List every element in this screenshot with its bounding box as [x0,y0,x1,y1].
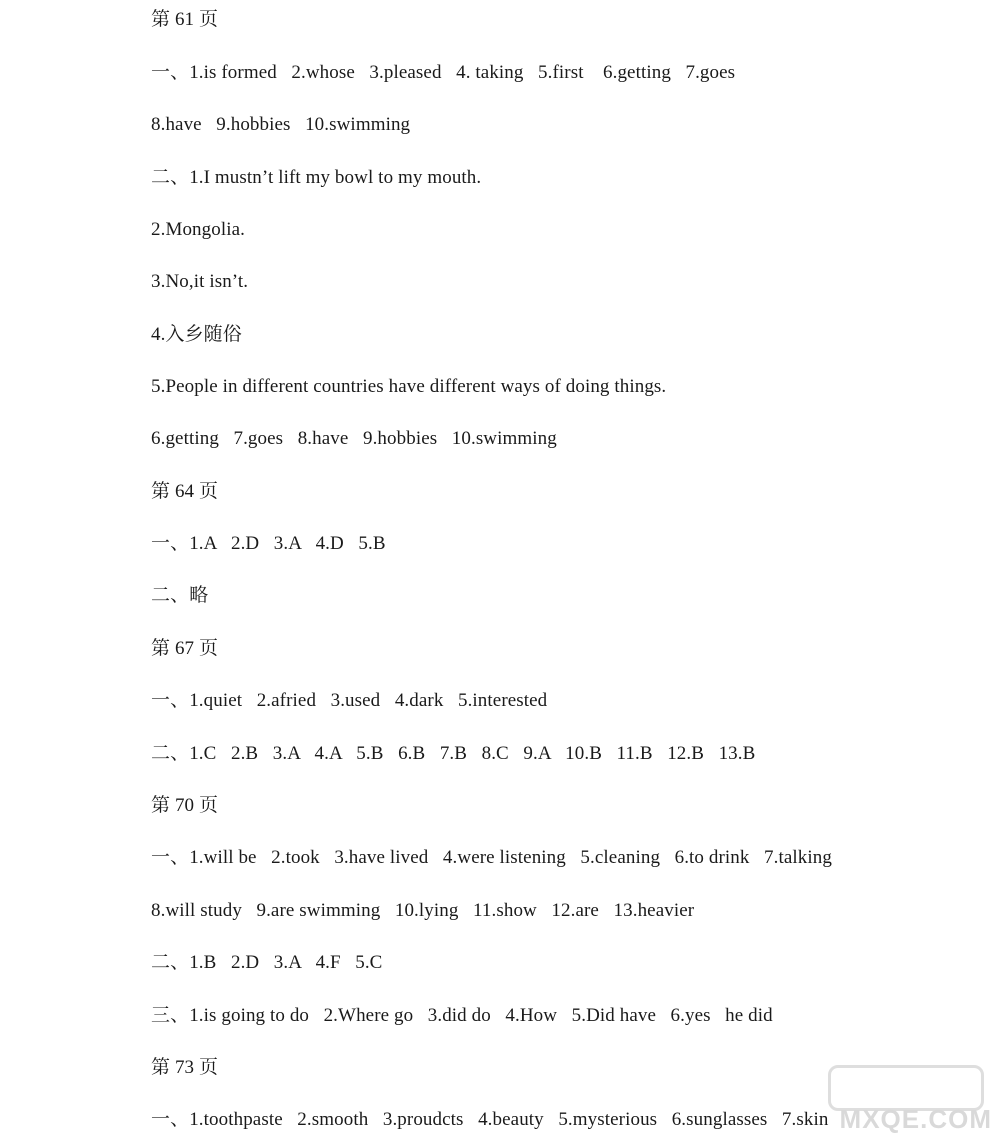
page-heading-67: 第 67 页 [151,638,219,659]
watermark [802,1065,992,1135]
answer-line: 一、1.will be 2.took 3.have lived 4.were listening 5.cleaning 6.to drink 7.talking [151,847,832,868]
answer-line: 3.No,it isn’t. [151,271,249,292]
answer-line: 8.will study 9.are swimming 10.lying 11.show 12.are 13.heavier [151,900,695,921]
answer-line: 5.People in different countries have different ways of doing things. [151,376,667,397]
answer-line: 4.入乡随俗 [151,324,242,345]
answer-line: 一、1.quiet 2.afried 3.used 4.dark 5.interested [151,690,548,711]
page-heading-70: 第 70 页 [151,795,219,816]
answer-line: 一、1.A 2.D 3.A 4.D 5.B [151,533,386,554]
answer-line: 一、1.is formed 2.whose 3.pleased 4. taking 5.first 6.getting 7.goes [151,62,736,83]
page-heading-73: 第 73 页 [151,1057,219,1078]
answer-line: 二、略 [151,585,209,606]
answer-line: 一、1.toothpaste 2.smooth 3.proudcts 4.beauty 5.mysterious 6.sunglasses 7.skin [151,1109,829,1130]
page-heading-64: 第 64 页 [151,481,219,502]
answer-line: 6.getting 7.goes 8.have 9.hobbies 10.swimming [151,428,557,449]
answer-line: 二、1.I mustn’t lift my bowl to my mouth. [151,167,482,188]
answer-line: 二、1.B 2.D 3.A 4.F 5.C [151,952,383,973]
page-heading-61: 第 61 页 [151,9,219,30]
answer-line: 2.Mongolia. [151,219,245,240]
answer-sheet [151,0,1000,1137]
answer-line: 8.have 9.hobbies 10.swimming [151,114,411,135]
watermark-text: MXQE.COM [839,1104,992,1134]
answer-line: 三、1.is going to do 2.Where go 3.did do 4.How 5.Did have 6.yes he did [151,1005,773,1026]
answer-line: 二、1.C 2.B 3.A 4.A 5.B 6.B 7.B 8.C 9.A 10.B 11.B 12.B 13.B [151,743,756,764]
